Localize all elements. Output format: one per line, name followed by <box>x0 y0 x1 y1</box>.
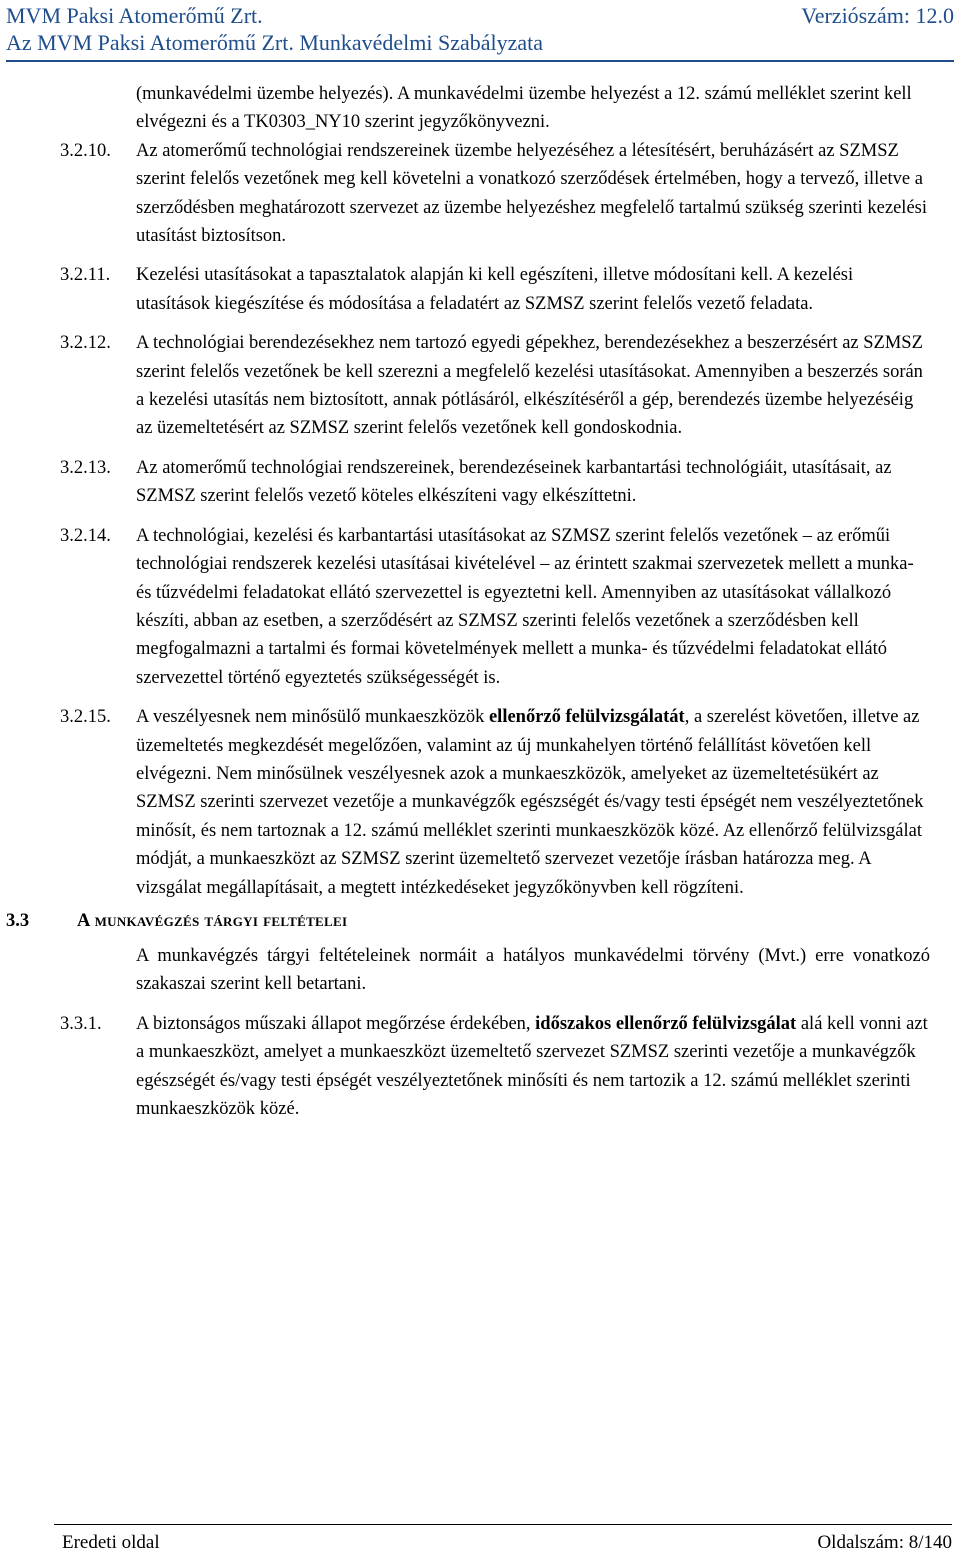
paragraph-text-after: alá kell vonni azt a munkaeszközt, amelyet a munkaeszközt üzemeltető szervezet SZMSZ szerinti vezetője a munkavégzők egészségét és/vagy testi épségét veszélyeztetőnek minősíti és nem tartozik a 12. számú melléklet szerinti munkaeszközök közé. <box>136 1013 928 1119</box>
paragraph-3-2-12 <box>60 329 930 443</box>
paragraph-text-before: A veszélyesnek nem minősülő munkaeszközök <box>136 707 489 728</box>
paragraph-text: Az atomerőmű technológiai rendszereinek üzembe helyezéséhez a létesítésért, beruházásért az SZMSZ szerint felelős vezetőnek meg kell követelni a vonatkozó szerződések értelmében, hogy a tervező, illetve a szerződésben meghatározott szervezet az üzembe helyezéshez megfelelő tartalmú szükség szerinti kezelési utasítást biztosítson. <box>136 140 927 247</box>
paragraph-text-before: A biztonságos műszaki állapot megőrzése érdekében, <box>136 1013 536 1034</box>
paragraph-number: 3.2.11. <box>60 265 111 286</box>
paragraph-text: Kezelési utasításokat a tapasztalatok alapján ki kell egészíteni, illetve módosítani kell. A kezelési utasítások kiegészítése és módosítása a feladatért az SZMSZ szerint felelős vezető feladata. <box>136 265 854 314</box>
paragraph-number: 3.3.1. <box>60 1013 102 1034</box>
footer-page-number: Oldalszám: 8/140 <box>817 1532 952 1553</box>
paragraph-text: Az atomerőmű technológiai rendszereinek, berendezéseinek karbantartási technológiáit, utasításait, az SZMSZ szerint felelős vezető köteles elkészíteni vagy elkészíttetni. <box>136 457 892 507</box>
page-header <box>6 0 954 62</box>
paragraph-number: 3.2.15. <box>60 707 111 728</box>
bold-term: ellenőrző felülvizsgálatát <box>488 707 685 728</box>
section-number: 3.3 <box>6 910 30 931</box>
page-footer <box>62 1520 952 1556</box>
paragraph-number: 3.2.14. <box>60 525 111 546</box>
section-title: A munkavégzés tárgyi feltételei <box>77 910 348 931</box>
paragraph-3-2-11 <box>60 261 930 318</box>
footer-divider <box>54 1524 952 1525</box>
paragraph-3-2-15 <box>60 703 930 902</box>
intro-continuation: (munkavédelmi üzembe helyezés). A munkavédelmi üzembe helyezést a 12. számú melléklet szerint kell elvégezni és a TK0303_NY10 szerint jegyzőkönyvezni. <box>136 84 912 133</box>
section-heading <box>0 906 930 936</box>
footer-original-page: Eredeti oldal <box>62 1532 160 1553</box>
header-version: Verziószám: 12.0 <box>801 3 954 28</box>
paragraph-number: 3.2.10. <box>60 140 111 161</box>
document-body <box>6 80 930 1123</box>
paragraph-text: A technológiai, kezelési és karbantartási utasításokat az SZMSZ szerint felelős vezetőnek – az erőműi technológiai rendszerek kezelési utasításai kivételével – az érintett szakmai szervezetek mellett a munka- és tűzvédelmi feladatokat ellátó szervezettel is egyeztetni kell. Amennyiben az utasításokat vállalkozó készíti, abban az esetben, a szerződésért az SZMSZ szerinti felelős vezetőnek a szerződésben kell megfogalmazni a tartalmi és formai követelmények mellett a munka- és tűzvédelmi feladatokat ellátó szervezettel történő egyeztetés szükségességét is. <box>136 525 914 688</box>
paragraph-number: 3.2.12. <box>60 333 111 354</box>
paragraph-number: 3.2.13. <box>60 457 111 478</box>
header-divider <box>6 60 954 62</box>
header-company: MVM Paksi Atomerőmű Zrt. <box>6 3 263 28</box>
section-intro: A munkavégzés tárgyi feltételeinek normáit a hatályos munkavédelmi törvény (Mvt.) erre vonatkozó szakaszai szerint kell betartani. <box>136 945 930 995</box>
paragraph-3-3-1 <box>60 1010 930 1124</box>
header-subtitle: Az MVM Paksi Atomerőmű Zrt. Munkavédelmi Szabályzata <box>6 30 544 55</box>
paragraph-text: A technológiai berendezésekhez nem tartozó egyedi gépekhez, berendezésekhez a beszerzésért az SZMSZ szerint felelős vezetőnek be kell szerezni a megfelelő kezelési utasításokat. Amennyiben a beszerzés során a kezelési utasítás nem biztosított, annak pótlásáról, elkészítéséről a gép, berendezés üzembe helyezéséig az üzemeltetésért az SZMSZ szerint felelős vezetőnek kell gondoskodnia. <box>136 333 923 439</box>
paragraph-3-2-10 <box>60 137 930 251</box>
paragraph-text-after: , a szerelést követően, illetve az üzemeltetés megkezdését megelőzően, valamint az új munkahelyen történő felállítást követően kell elvégezni. Nem minősülnek veszélyesnek azok a munkaeszközök, amelyeket az üzemeltetésükért az SZMSZ szerinti szervezet vezetője a munkavégzők egészségét és/vagy testi épségét nem veszélyeztetőnek minősít, és nem tartoznak a 12. számú melléklet szerinti munkaeszközök közé. Az ellenőrző felülvizsgálat módját, a munkaeszközt az SZMSZ szerint üzemeltető szervezet vezetője írásban határozza meg. A vizsgálat megállapításait, a megtett intézkedéseket jegyzőkönyvben kell rögzíteni. <box>136 707 924 898</box>
paragraph-3-2-13 <box>60 454 930 511</box>
bold-term: időszakos ellenőrző felülvizsgálat <box>535 1013 797 1034</box>
paragraph-3-2-14 <box>60 522 930 692</box>
